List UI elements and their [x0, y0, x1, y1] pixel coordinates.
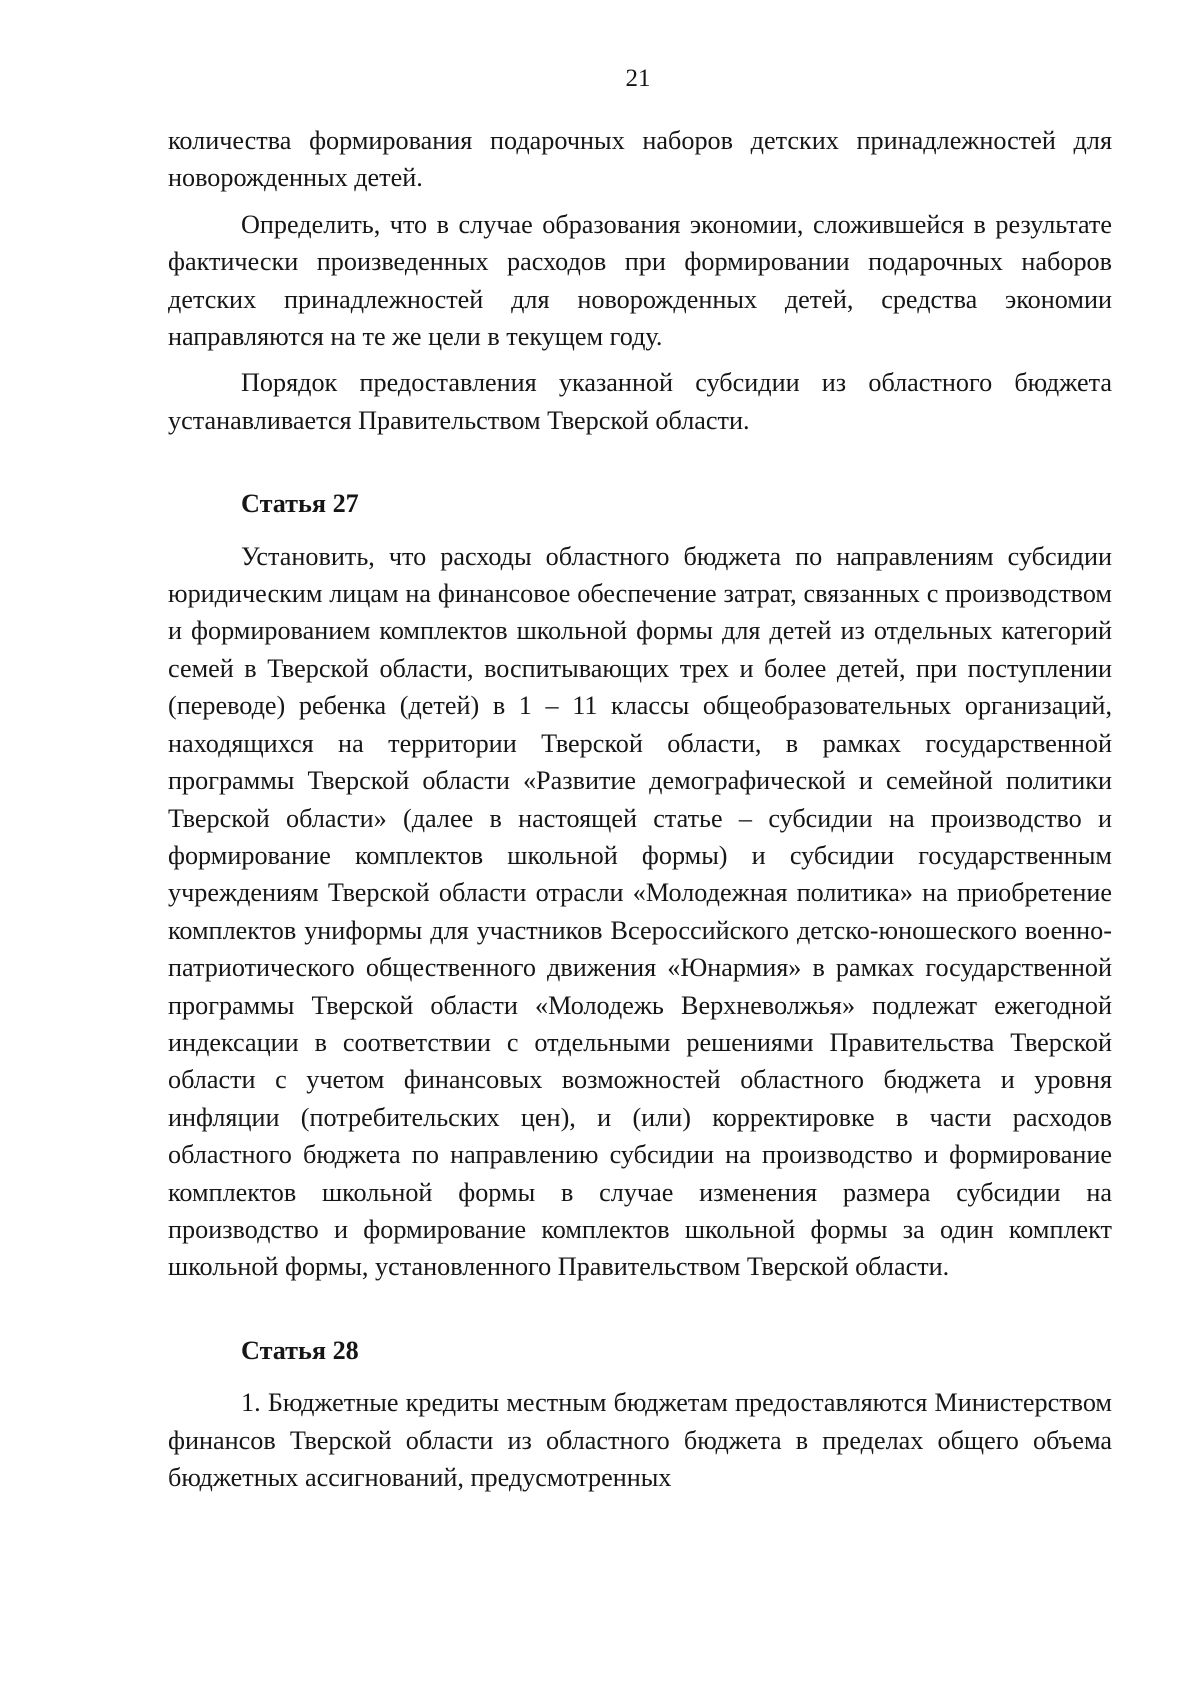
article-27-text: Установить, что расходы областного бюджета по направлениям субсидии юридическим лицам на финансовое обеспечение затрат, связанных с производством и формированием комплектов школьной формы для детей из отдельных категорий семей в Тверской области, воспитывающих трех и более детей, при поступлении (переводе) ребенка (детей) в 1 – 11 классы общеобразовательных организаций, находящихся на территории Тверской области, в рамках государственной программы Тверской области «Развитие демографической и семейной политики Тверской области» (далее в настоящей статье – субсидии на производство и формирование комплектов школьной формы) и субсидии государственным учреждениям Тверской области отрасли «Молодежная политика» на приобретение комплектов униформы для участников Всероссийского детско-юношеского военно-патриотического общественного движения «Юнармия» в рамках государственной программы Тверской области «Молодежь Верхневолжья» подлежат ежегодной индексации в соответствии с отдельными решениями Правительства Тверской области с учетом финансовых возможностей областного бюджета и уровня инфляции (потребительских цен), и (или) корректировке в части расходов областного бюджета по направлению субсидии на производство и формирование комплектов школьной формы в случае изменения размера субсидии на производство и формирование комплектов школьной формы за один комплект школьной формы, установленного Правительством Тверской области. — [168, 541, 1112, 1282]
article-28-text: 1. Бюджетные кредиты местным бюджетам предоставляются Министерством финансов Тверской области из областного бюджета в пределах общего объема бюджетных ассигнований, предусмотренных — [168, 1388, 1112, 1492]
paragraph-economy: Определить, что в случае образования экономии, сложившейся в результате фактически произведенных расходов при формировании подарочных наборов детских принадлежностей для новорожденных детей, средства экономии направляются на те же цели в текущем году. — [168, 209, 1112, 352]
page-number: 21 — [625, 65, 651, 92]
paragraph-subsidy-procedure: Порядок предоставления указанной субсидии из областного бюджета устанавливается Правительством Тверской области. — [168, 368, 1112, 435]
article-heading-27: Статья 27 — [241, 489, 359, 519]
article-heading-28: Статья 28 — [241, 1335, 359, 1365]
document-body — [168, 122, 1112, 1496]
paragraph-continuation: количества формирования подарочных наборов детских принадлежностей для новорожденных детей. — [168, 126, 1112, 193]
